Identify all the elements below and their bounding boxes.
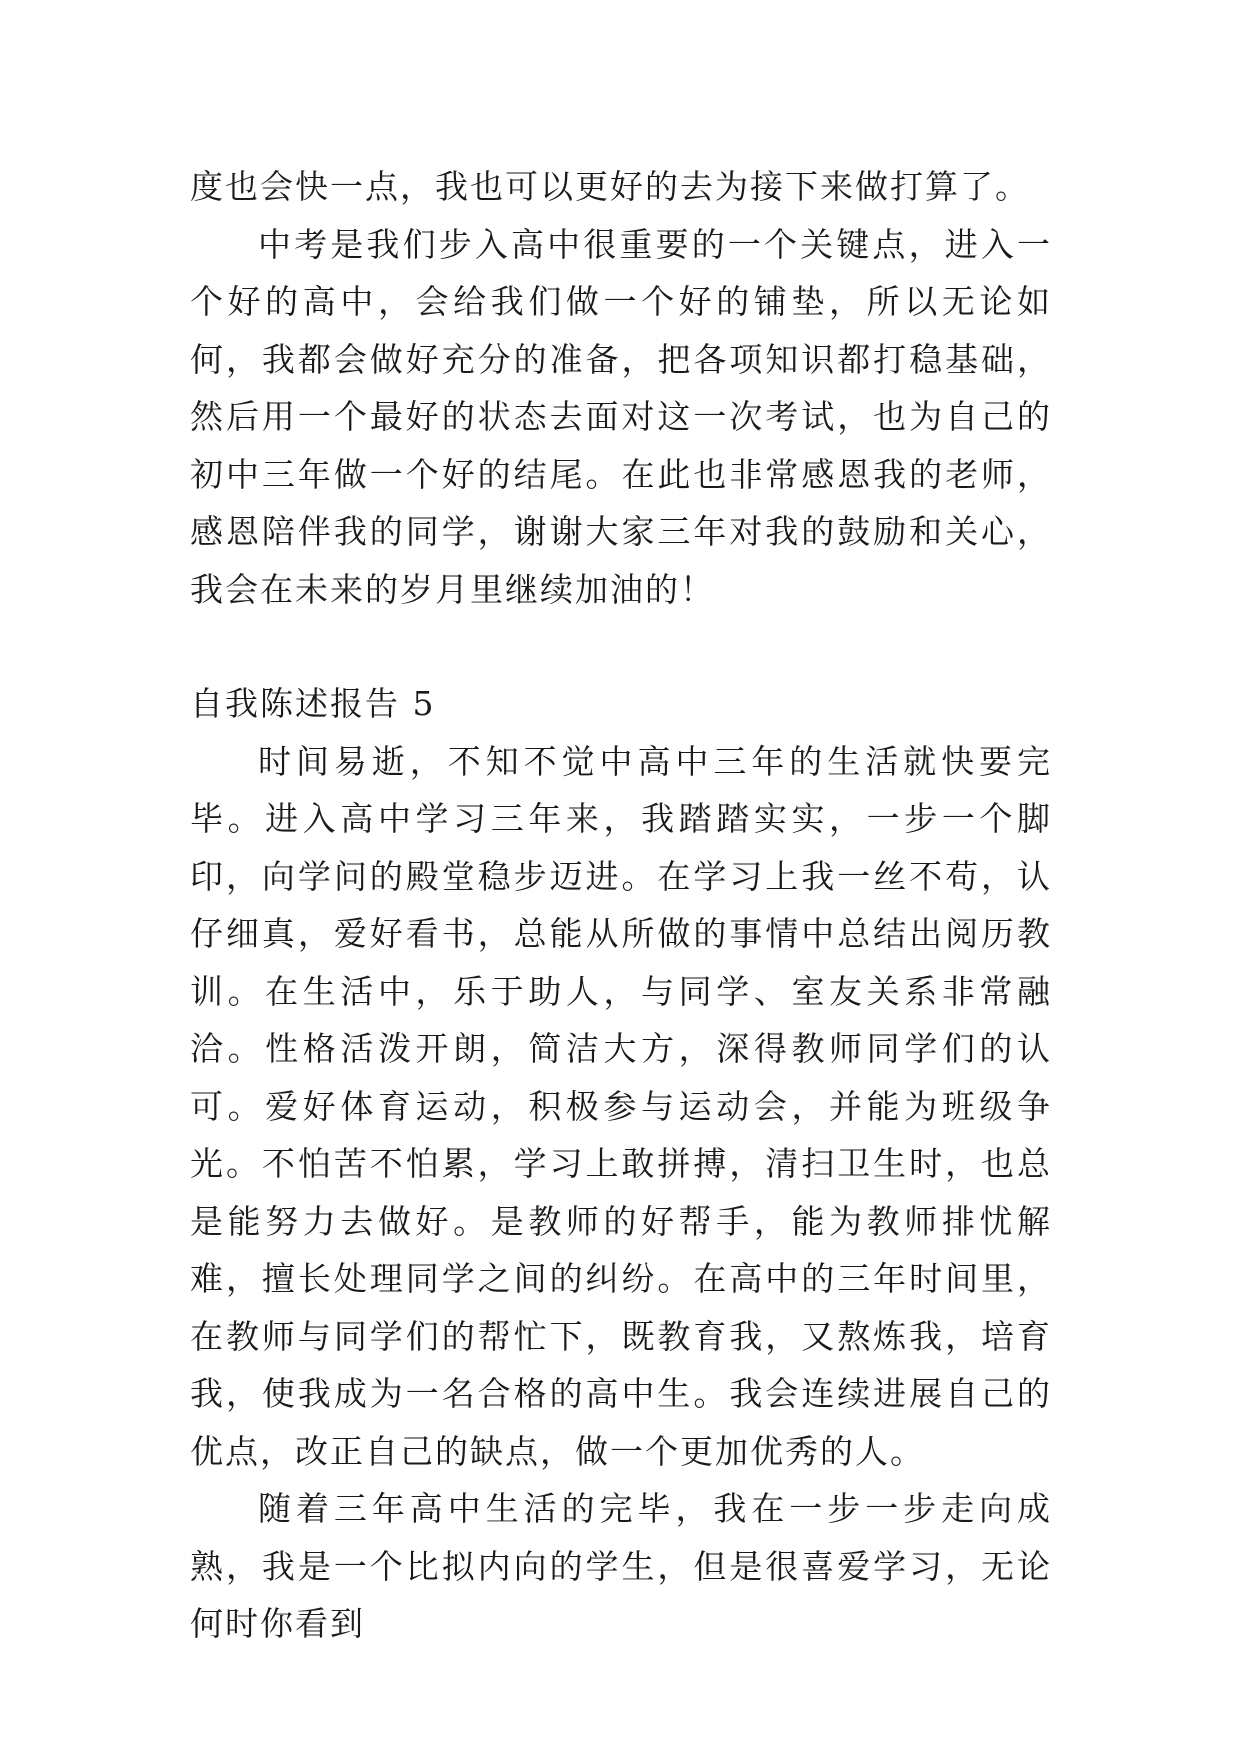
document-body	[190, 158, 1052, 1653]
paragraph-continuation: 度也会快一点，我也可以更好的去为接下来做打算了。	[190, 167, 1030, 206]
paragraph-exam: 中考是我们步入高中很重要的一个关键点，进入一个好的高中，会给我们做一个好的铺垫，所以无论如何，我都会做好充分的准备，把各项知识都打稳基础，然后用一个最好的状态去面对这一次考试，也为自己的初中三年做一个好的结尾。在此也非常感恩我的老师，感恩陪伴我的同学，谢谢大家三年对我的鼓励和关心，我会在未来的岁月里继续加油的！	[190, 224, 1052, 609]
paragraph-high-school: 随着三年高中生活的完毕，我在一步一步走向成熟，我是一个比拟内向的学生，但是很喜爱学习，无论何时你看到	[190, 1489, 1052, 1643]
section-spacer	[190, 618, 1052, 675]
paragraph-self-statement: 时间易逝，不知不觉中高中三年的生活就快要完毕。进入高中学习三年来，我踏踏实实，一步一个脚印，向学问的殿堂稳步迈进。在学习上我一丝不苟，认仔细真，爱好看书，总能从所做的事情中总结出阅历教训。在生活中，乐于助人，与同学、室友关系非常融洽。性格活泼开朗，简洁大方，深得教师同学们的认可。爱好体育运动，积极参与运动会，并能为班级争光。不怕苦不怕累，学习上敢拼搏，清扫卫生时，也总是能努力去做好。是教师的好帮手，能为教师排忧解难，擅长处理同学之间的纠纷。在高中的三年时间里，在教师与同学们的帮忙下，既教育我，又熬炼我，培育我，使我成为一名合格的高中生。我会连续进展自己的优点，改正自己的缺点，做一个更加优秀的人。	[190, 741, 1052, 1471]
section-heading: 自我陈述报告 5	[190, 684, 436, 723]
